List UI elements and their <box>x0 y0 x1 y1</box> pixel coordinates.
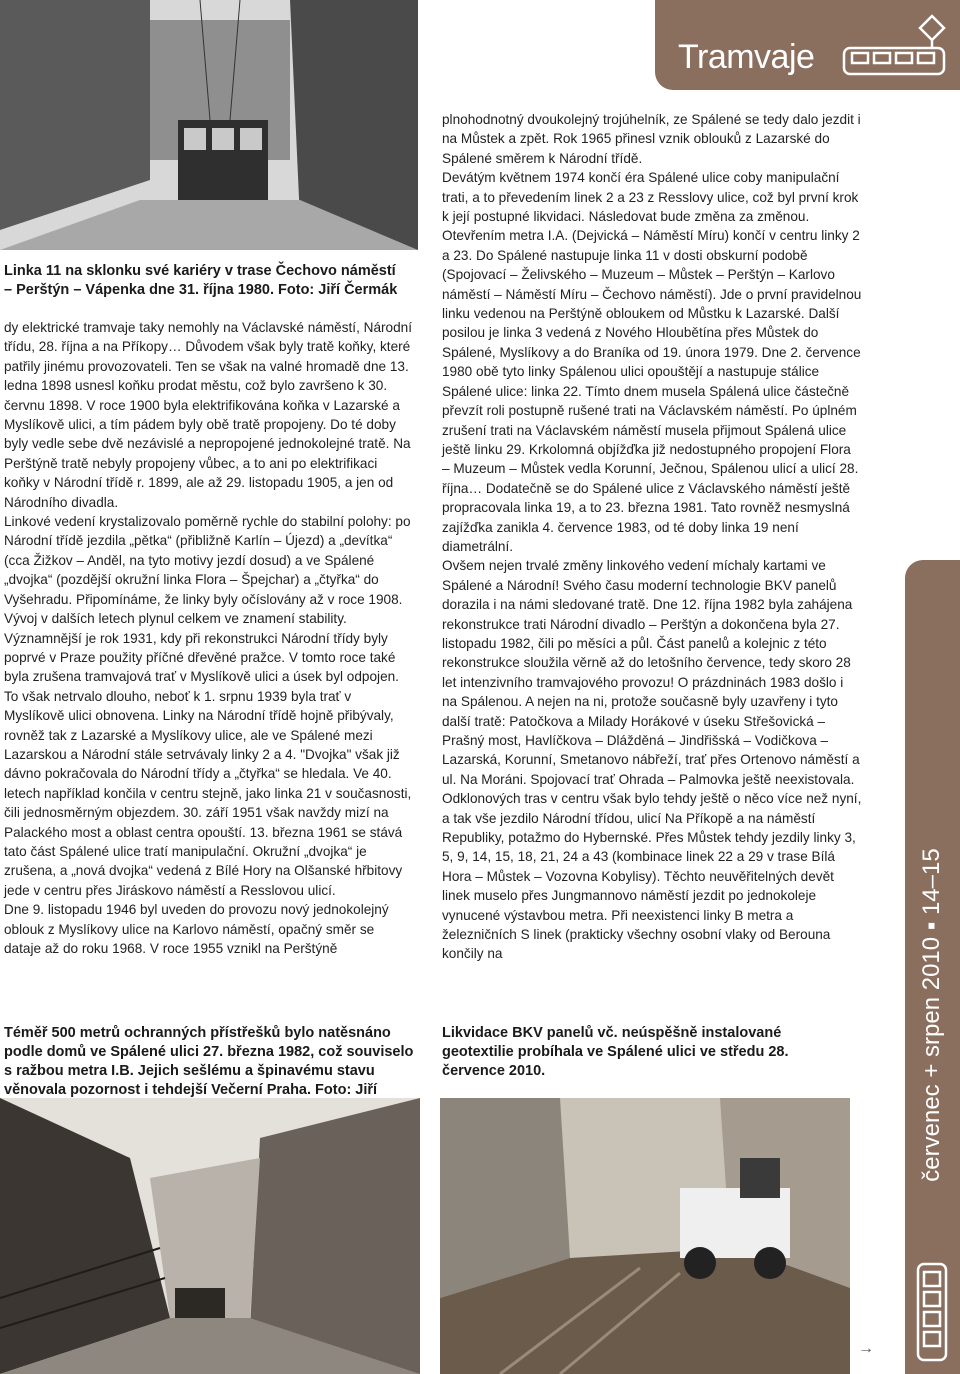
photo-caption-top: Linka 11 na sklonku své kariéry v trase Čechovo náměstí – Perštýn – Vápenka dne 31. října 1980. Foto: Jiří Čermák <box>4 263 398 298</box>
paragraph: dy elektrické tramvaje taky nemohly na Václavské náměstí, Národní třídu, 28. října a na Příkopy… Důvodem však byly tratě koňky, které patřily jinému provozovateli. Ten se však na valné hromadě dne 13. ledna 1898 usnesl koňku prodat městu, což bylo završeno k 30. červnu 1898. V roce 1900 byla elektrifikována koňka v Lazarské a Myslíkově ulici, a tím pádem byly obě tratě propojeny. Do té doby byly vedle sebe dvě nezávislé a nepropojené jednokolejné tratě. Na Perštýně tratě nebyly propojeny vůbec, a to ani po elektrifikaci koňky v Národní třídě r. 1899, ale až 29. listopadu 1905, a jen od Národního divadla. <box>4 320 412 510</box>
photo-construction-2010 <box>440 1098 850 1374</box>
paragraph: Dne 9. listopadu 1946 byl uveden do provozu nový jednokolejný oblouk z Myslíkovy ulice na Karlovo náměstí, opačný směr se dataje až do roku 1968. V roce 1955 vznikl na Perštýně <box>4 902 389 956</box>
tram-icon-vertical <box>910 1260 955 1365</box>
continue-arrow-icon: → <box>858 1340 874 1357</box>
issue-label: červenec + srpen 2010 ▪ 14–15 <box>918 848 945 1182</box>
article-column-left <box>4 318 412 958</box>
tram-icon <box>840 14 950 80</box>
paragraph: Ovšem nejen trvalé změny linkového vedení míchaly kartami ve Spálené a Národní! Svého času moderní technologie BKV panelů dorazila i na námi sledované tratě. Dne 12. října 1982 byla zahájena rekonstrukce trati Národní divadlo – Perštýn a dokončena byla 27. listopadu 1982, čili po měsíci a půl. Část panelů a kolejnic z této rekonstrukce sloužila věrně až do letošního července, tedy skoro 28 let intenzivního tramvajového provozu! O prázdninách 1983 došlo i na Spálenou. A nejen na ni, protože současně byly uzavřeny i tyto další tratě: Patočkova a Milady Horákové v úseku Střešovická – Prašný most, Havlíčkova – Dlážděná – Jindřišská – Vodičkova – Lazarská, Korunní, Smetanovo nábřeží, trať přes Ortenovo náměstí a ul. Na Moráni. Spojovací trať Ohrada – Palmovka ještě neexistovala. Odklonových tras v centru však bylo tehdy ještě o něco více než nyní, a tak vše jezdilo Národní třídou, ulicí Na Příkopě a na náměstí Republiky, potažmo do Hybernské. Přes Můstek tehdy jezdily linky 3, 5, 9, 14, 15, 18, 21, 24 a 43 (kombinace linek 22 a 29 v trase Bílá Hora – Můstek – Vozovna Kobylisy). Těchto neuvěřitelných devět linek muselo přes Jungmannovo náměstí jezdit po jednokoleje vynucené výstavbou metra. Při neexistenci linky B metra a železničních S linek (prakticky všechny osobní vlaky od Berouna končily na <box>442 558 862 962</box>
section-title: Tramvaje <box>678 38 815 76</box>
paragraph: Linkové vedení krystalizovalo poměrně rychle do stabilní polohy: po Národní třídě jezdila „pětka“ (přibližně Karlín – Újezd) a „devítka“ (cca Žižkov – Anděl, na tyto motivy jezdí dosud) a ve Spálené „dvojka“ (pozdější okružní linka Flora – Špejchar) a „čtyřka“ do Vyšehradu. Připomínáme, že linky byly očíslovány až v roce 1908. <box>4 514 411 607</box>
paragraph: Devátým květnem 1974 končí éra Spálené ulice coby manipulační trati, a to převedením linek 2 a 23 z Resslovy ulice, což byl první krok k její postupné likvidaci. Následovat bude změna za změnou. Otevřením metra I.A. (Dejvická – Náměstí Míru) končí v centru linky 2 a 23. Do Spálené nastupuje linka 11 v dosti obskurní podobě (Spojovací – Želivského – Muzeum – Můstek – Perštýn – Karlovo náměstí – Náměstí Míru – Čechovo náměstí). Jde o první pravidelnou linku vedenou na Perštýně obloukem od Můstku k Lazarské. Další posilou je linka 3 vedená z Nového Hloubětína přes Můstek do Spálené, Myslíkovy a do Braníka od 19. února 1979. Dne 2. července 1980 obě tyto linky Spálenou ulici opouštějí a nastupuje stálice Spálené ulice: linka 22. Tímto dnem musela Spálená ulice částečně převzít roli postupně rušené trati na Václavském náměstí. Po úplném zrušení trati na Václavském náměstí musela přijmout Spálená ulice ještě linku 29. Krkolomná objížďka již nedostupného propojení Flora – Muzeum – Můstek vedla Korunní, Ječnou, Spálenou ulicí a ulicí 28. října… Dodatečně se do Spálené ulice z Václavského náměstí ještě propracovala linka 19, a to 23. března 1981. Tato rovněž nesmyslná zajížďka zanikla 4. července 1983, od té doby linka 19 není diametrální. <box>442 170 862 554</box>
paragraph: plnohodnotný dvoukolejný trojúhelník, ze Spálené se tedy dalo jezdit i na Můstek a zpět. Rok 1965 přinesl vznik oblouků z Lazarské do Spálené směrem k Národní třídě. <box>442 112 861 166</box>
photo-tram-line-11 <box>0 0 418 250</box>
paragraph: Vývoj v dalších letech plynul celkem ve znamení stability. Významnější je rok 1931, kdy při rekonstrukci Národní třídy byly poprvé v Praze použity příčné dřevěné pražce. V tomto roce také byla zrušena tramvajová trať v Myslíkově ulici a úsek byl odpojen. To však netrvalo dlouho, neboť k 1. srpnu 1939 byla trať v Myslíkově ulici obnovena. Linky na Národní třídě hojně přibývaly, rovněž tak z Lazarské a Myslíkovy ulice, ale ve Spálené mezi Lazarskou a Národní stále setrvávaly linky 2 a 4. "Dvojka" však již dávno pokračovala do Národní třídy a „čtyřka“ se hledala. Ve 40. letech například končila v centru stejně, jako linka 21 v současnosti, čili jednosměrným objezdem. 30. září 1951 však navždy mizí na Palackého most a oblast centra opouští. 13. března 1961 se stává tato část Spálené ulice tratí manipulační. Okružní „dvojka“ je zrušena, a „nová dvojka“ vedená z Bílé Hory na Olšanské hřbitovy jede v centru přes Jiráskovo náměstí a Resslovou ulicí. <box>4 611 412 898</box>
article-column-right <box>442 110 862 964</box>
photo-caption-bottom-right: Likvidace BKV panelů vč. neúspěšně instalované geotextilie probíhala ve Spálené ulici ve středu 28. července 2010. <box>442 1025 789 1079</box>
photo-caption-bottom-left: Téměř 500 metrů ochranných přístřešků bylo natěsnáno podle domů ve Spálené ulici 27. března 1982, což souviselo s ražbou metra I.B. Jejich sešlému a špinavému stavu věnovala pozornost i tehdejší Večerní Praha. Foto: Jiří <box>4 1025 414 1098</box>
photo-shelters-spalena <box>0 1098 420 1374</box>
